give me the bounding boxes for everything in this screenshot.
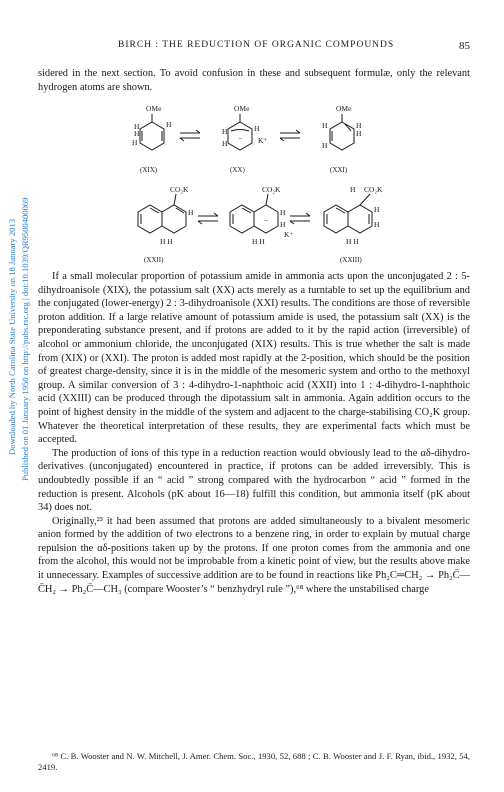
minus-charge: − (238, 134, 243, 143)
footnote: ⁶⁸ C. B. Wooster and N. W. Mitchell, J. Amer. Chem. Soc., 1930, 52, 688 ; C. B. Wooster and J. F. Ryan, ibid., 1932, 54, 2419. (38, 751, 470, 772)
h-label: H (350, 185, 356, 194)
footnotes (38, 751, 470, 773)
h-label: H (374, 205, 380, 214)
ring-xxi (330, 122, 354, 150)
h-label: H (356, 121, 362, 130)
h-label: H (166, 120, 172, 129)
minus-charge: − (264, 216, 269, 225)
ome-label: OMe (146, 104, 162, 113)
h-label: H (222, 139, 228, 148)
h-label: H (132, 138, 138, 147)
hh-label: H H (346, 237, 359, 246)
running-title: BIRCH : THE REDUCTION OF ORGANIC COMPOUNDS (118, 40, 395, 50)
potassium-ion: K⁺ (258, 136, 268, 145)
h-label: H (188, 208, 194, 217)
h-label: H (322, 141, 328, 150)
ring-xix (140, 122, 164, 150)
side-note-downloaded[interactable]: Downloaded by North Carolina State University on 18 January 2013 (7, 218, 17, 455)
figure-dihydroanisole-equilibrium (120, 100, 410, 182)
h-label: H (280, 220, 286, 229)
h-label: H (134, 129, 140, 138)
co2k-label: CO₂K (170, 185, 189, 194)
h-label: H (254, 124, 260, 133)
side-note-published[interactable]: Published on 01 January 1950 on http://pubs.rsc.org | doi:10.1039/QR9500400069 (20, 197, 30, 481)
h-label: H (356, 129, 362, 138)
h-label: H (374, 220, 380, 229)
hh-label: H H (252, 237, 265, 246)
paragraph: The production of ions of this type in a reduction reaction would obviously lead to the αδ-dihydro-derivatives (unconjugated) encountered in practice, if protons can be added irreversibly. This is undoubtedly possible if an “ acid ” strong compared with the hydrocarbon “ acid ” formed in the reduction is present. Alcohols (pK about 16—18) fulfill this condition, but ammonia itself (pK about 34) does not. (38, 447, 470, 514)
figure-dihydronaphthoic-equilibrium (118, 182, 418, 268)
intro-text (38, 67, 470, 94)
running-header (38, 40, 470, 54)
paragraph: If a small molecular proportion of potassium amide in ammonia acts upon the unconjugated 2 : 5-dihydroanisole (XIX), the potassium salt (XX) acts merely as a turntable to set up the equilibrium and the conjugated (lower-energy) 2 : 3-dihydroanisole (XXI) results. The conditions are those of reversible proton addition. If a large relative amount of potassium amide is used, the potassium salt (XX) is the preponderating substance present, and if protons are added to it by the rapid action (irreversible) of alcohol or ammonium chloride, the unconjugated (XIX) results. This is true whether the salt is made from (XIX) or (XXI). The proton is added most rapidly at the 2-position, which should be the position of greatest charge-density, since it is in the middle of the mesomeric system and ortho to the methoxyl group. A similar conversion of 3 : 4-dihydro-1-naphthoic acid (XXII) into 1 : 4-dihydro-1-naphthoic acid (XXIII) can be produced through the dipotassium salt in ammonia. Again addition occurs to the point of highest density in the middle of the system and adjacent to the charge-stabilising CO₂K group. Whatever the theoretical interpretation of these results, they are experimental facts which must be accepted. (38, 271, 470, 446)
compound-label-xix: (XIX) (140, 166, 158, 174)
compound-label-xxi: (XXI) (330, 166, 348, 174)
hh-label: H H (160, 237, 173, 246)
compound-label-xx: (XX) (230, 166, 245, 174)
compound-label-xxii: (XXII) (144, 256, 164, 264)
co2k-label: CO₂K (262, 185, 281, 194)
potassium-ion: K⁺ (284, 230, 294, 239)
paragraph: Originally,²³ it had been assumed that protons are added simultaneously to a bivalent mesomeric anion formed by the addition of two electrons to a benzene ring, in order to explain by mutual charge repulsion the αδ-positions taken up by the protons. If one proton comes from the ammonia and one from the alcohol, this would not be improbable from a kinetic point of view, but the results above make it unnecessary. Examples of successive addition are to be found in reactions like Ph₂C═CH₂ → Ph₂C̄—C̄H₂ → Ph₂C̄—CH₃ (compare Wooster’s “ benzhydryl rule ”),⁶⁸ where the unstabilised charge (38, 515, 470, 595)
main-text (38, 270, 470, 596)
h-label: H (322, 121, 328, 130)
h-label: H (280, 208, 286, 217)
ome-label: OMe (234, 104, 250, 113)
ome-label: OMe (336, 104, 352, 113)
co2k-label: CO₂K (364, 185, 383, 194)
h-label: H (222, 127, 228, 136)
compound-label-xxiii: (XXIII) (340, 256, 362, 264)
page-number: 85 (459, 40, 470, 52)
intro-paragraph: sidered in the next section. To avoid confusion in these and subsequent formulæ, only the relevant hydrogen atoms are shown. (38, 68, 470, 93)
h-label: H (134, 122, 140, 131)
